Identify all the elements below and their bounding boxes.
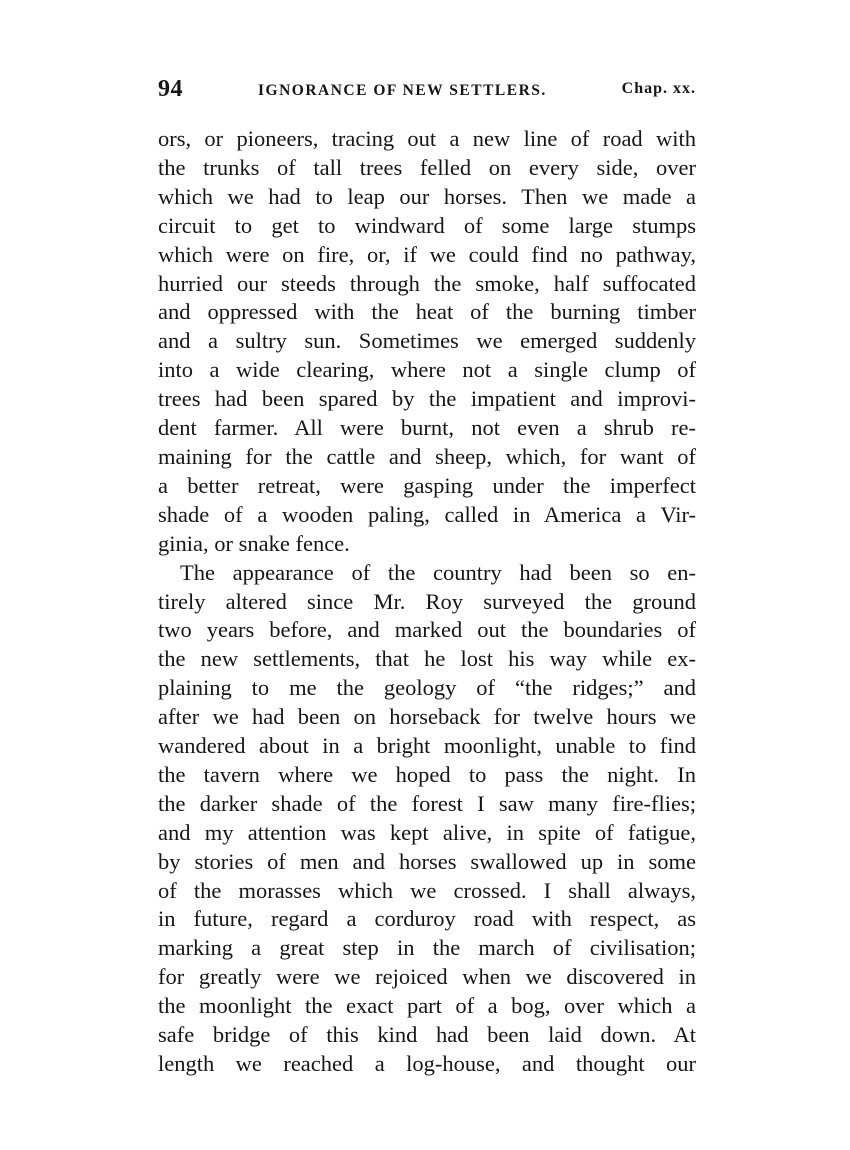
- text-line: two years before, and marked out the boundaries of: [158, 617, 696, 643]
- text-line: tirely altered since Mr. Roy surveyed the ground: [158, 588, 696, 614]
- text-line: wandered about in a bright moonlight, unable to find: [158, 733, 696, 759]
- chapter-label: Chap. xx.: [621, 80, 696, 97]
- paragraph-2: [158, 559, 696, 1079]
- text-line: of the morasses which we crossed. I shall always,: [158, 877, 696, 903]
- text-line: and a sultry sun. Sometimes we emerged suddenly: [158, 328, 696, 354]
- text-line: maining for the cattle and sheep, which, for want of: [158, 443, 696, 469]
- text-line: which were on fire, or, if we could find no pathway,: [158, 241, 696, 267]
- text-line: the tavern where we hoped to pass the night. In: [158, 761, 696, 787]
- text-line: and oppressed with the heat of the burning timber: [158, 299, 696, 325]
- body-text: [158, 125, 696, 1079]
- text-line: by stories of men and horses swallowed up in some: [158, 848, 696, 874]
- text-line: the darker shade of the forest I saw many fire-flies;: [158, 790, 696, 816]
- text-line: circuit to get to windward of some large stumps: [158, 212, 696, 238]
- running-title: IGNORANCE OF NEW SETTLERS.: [258, 82, 547, 99]
- text-line: ginia, or snake fence.: [158, 530, 350, 556]
- text-line: shade of a wooden paling, called in America a Vir-: [158, 501, 696, 527]
- text-line: after we had been on horseback for twelve hours we: [158, 704, 696, 730]
- text-line: trees had been spared by the impatient and improvi-: [158, 386, 696, 412]
- text-line: marking a great step in the march of civilisation;: [158, 935, 696, 961]
- text-line: for greatly were we rejoiced when we discovered in: [158, 964, 696, 990]
- text-line: dent farmer. All were burnt, not even a shrub re-: [158, 415, 696, 441]
- text-line: The appearance of the country had been so en-: [180, 559, 696, 585]
- text-line: and my attention was kept alive, in spite of fatigue,: [158, 819, 696, 845]
- book-page: [158, 70, 696, 1079]
- text-line: the trunks of tall trees felled on every side, over: [158, 154, 696, 180]
- text-line: which we had to leap our horses. Then we made a: [158, 183, 696, 209]
- page-number: 94: [158, 76, 183, 102]
- running-head: [158, 70, 696, 106]
- text-line: the moonlight the exact part of a bog, over which a: [158, 993, 696, 1019]
- text-line: length we reached a log-house, and thought our: [158, 1051, 696, 1076]
- text-line: ors, or pioneers, tracing out a new line of road with: [158, 126, 696, 151]
- text-line: plaining to me the geology of “the ridges;” and: [158, 675, 696, 701]
- text-line: a better retreat, were gasping under the imperfect: [158, 472, 696, 498]
- text-line: safe bridge of this kind had been laid down. At: [158, 1022, 696, 1048]
- text-line: in future, regard a corduroy road with respect, as: [158, 906, 696, 932]
- text-line: hurried our steeds through the smoke, half suffocated: [158, 270, 696, 296]
- text-line: into a wide clearing, where not a single clump of: [158, 357, 696, 383]
- text-line: the new settlements, that he lost his way while ex-: [158, 646, 696, 672]
- paragraph-1: [158, 125, 696, 559]
